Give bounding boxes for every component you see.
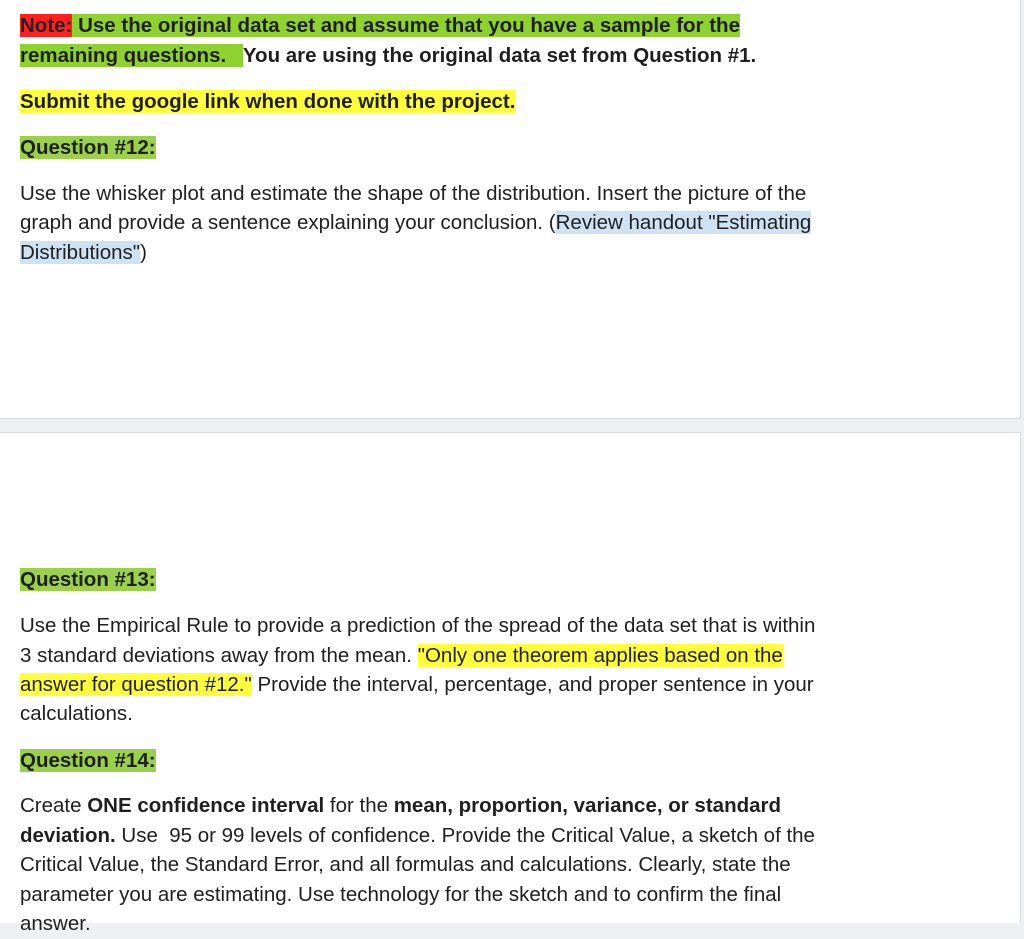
q13-highlight-1: "Only one theorem applies based on the — [417, 644, 783, 667]
q12-line-1: Use the whisker plot and estimate the shape of the distribution. Insert the picture of the — [20, 182, 807, 205]
document-page-1 — [0, 0, 1021, 419]
q14-bold-2: mean, proportion, variance, or standard — [393, 794, 782, 817]
q13-line-1: Use the Empirical Rule to provide a prediction of the spread of the data set that is within — [20, 614, 816, 637]
q14-bold-1: ONE confidence interval — [87, 794, 325, 817]
note-label: Note: — [20, 14, 73, 37]
q12-line-2 — [20, 208, 811, 238]
q13-line-4: calculations. — [20, 702, 133, 725]
q14-bold-3: deviation. — [20, 824, 116, 847]
q13-highlight-2: answer for question #12." — [20, 673, 252, 696]
q14-line-1-mid: for the — [324, 794, 394, 817]
q12-heading-text: Question #12: — [20, 136, 156, 159]
handout-link-cont[interactable]: Distributions" — [20, 241, 141, 264]
submit-text: Submit the google link when done with the project. — [20, 90, 516, 113]
q14-line-5: answer. — [20, 912, 91, 935]
q14-line-4: parameter you are estimating. Use technology for the sketch and to confirm the final — [20, 883, 782, 906]
q14-line-2-post: Use 95 or 99 levels of confidence. Provide the Critical Value, a sketch of the — [115, 824, 815, 847]
q14-heading — [20, 746, 156, 776]
q13-heading — [20, 565, 156, 595]
q12-line-3-post: ) — [140, 241, 147, 264]
q14-line-3: Critical Value, the Standard Error, and all formulas and calculations. Clearly, state the — [20, 853, 791, 876]
q12-heading — [20, 133, 156, 163]
q14-line-1 — [20, 791, 781, 821]
q12-line-2-pre: graph and provide a sentence explaining your conclusion. ( — [20, 211, 556, 234]
q13-line-3 — [20, 670, 814, 700]
q13-heading-text: Question #13: — [20, 568, 156, 591]
note-line-1 — [20, 11, 740, 41]
q14-line-2 — [20, 821, 815, 851]
note-text-2: remaining questions. — [20, 44, 243, 67]
q13-line-2 — [20, 641, 783, 671]
note-text-1: Use the original data set and assume that you have a sample for the — [72, 14, 740, 37]
submit-line — [20, 87, 515, 117]
handout-link[interactable]: Review handout "Estimating — [555, 211, 812, 234]
note-line-2 — [20, 41, 756, 71]
q12-line-3 — [20, 238, 147, 268]
q14-line-1-pre: Create — [20, 794, 88, 817]
q13-line-2-pre: 3 standard deviations away from the mean. — [20, 644, 418, 667]
document-page-2 — [0, 432, 1021, 935]
note-text-2-tail: You are using the original data set from Question #1. — [242, 44, 757, 67]
q13-line-3-post: Provide the interval, percentage, and proper sentence in your — [251, 673, 814, 696]
q14-heading-text: Question #14: — [20, 749, 156, 772]
